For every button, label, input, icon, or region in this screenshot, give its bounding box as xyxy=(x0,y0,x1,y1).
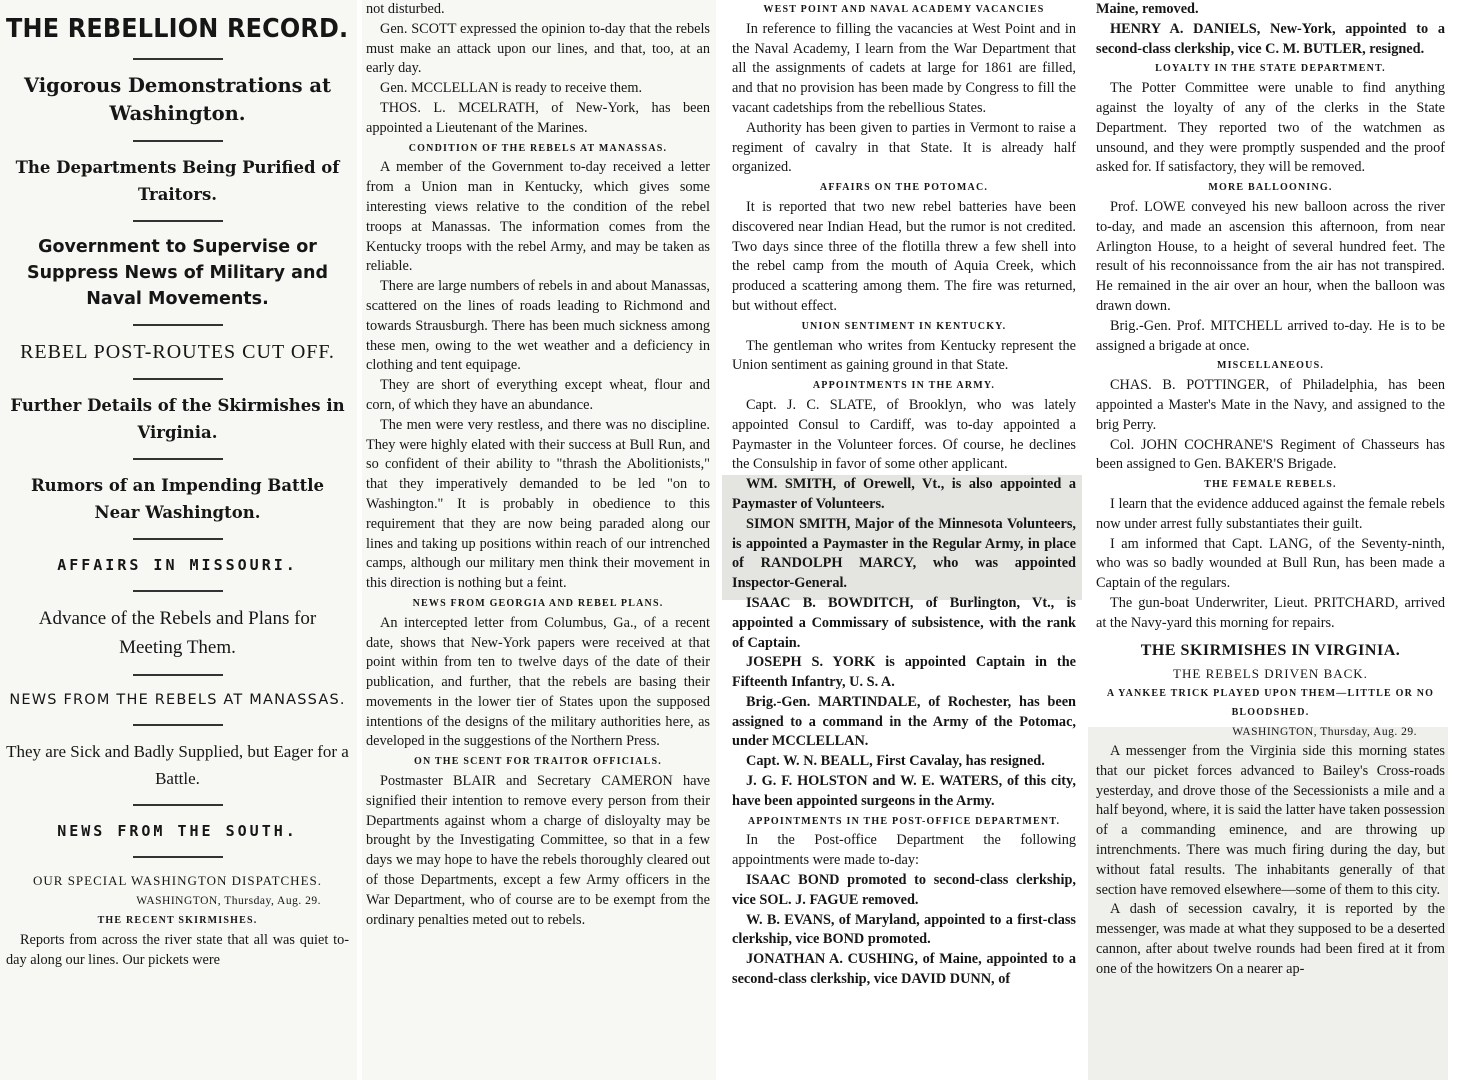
headline-1: Vigorous Demonstrations at Washington. xyxy=(23,74,332,125)
divider xyxy=(133,724,223,726)
paragraph: Capt. J. C. SLATE, of Brooklyn, who was lately appointed Consul to Cardiff, was to-day appointed a Paymaster in the Volunteer forces. Of course, he declines the Consulship in favor of some other applicant. xyxy=(732,396,1076,473)
paragraph: ISAAC B. BOWDITCH, of Burlington, Vt., is appointed a Commissary of subsistence, with the rank of Captain. xyxy=(732,594,1076,651)
paragraph: In the Post-office Department the following appointments were made to-day: xyxy=(732,832,1076,869)
divider xyxy=(133,324,223,326)
dateline: WASHINGTON, Thursday, Aug. 29. xyxy=(136,895,321,907)
paragraph: Brig.-Gen. MARTINDALE, of Rochester, has been assigned to a command in the Army of the Potomac, under MCCLELLAN. xyxy=(732,693,1076,750)
paragraph: In reference to filling the vacancies at West Point and in the Naval Academy, I learn from the War Department that all the assignments of cadets at large for 1861 are filled, and that no provision has been made by Congress to fill the vacant cadetships from the rebellious States. xyxy=(732,20,1076,116)
paragraph: Reports from across the river state that all was quiet to-day along our lines. Our pickets were xyxy=(6,931,349,968)
column-2 xyxy=(362,0,716,1080)
divider xyxy=(133,220,223,222)
subhead: APPOINTMENTS IN THE ARMY. xyxy=(812,380,996,392)
paragraph: A dash of secession cavalry, it is reported by the messenger, was made at what they supposed to be a deserted cannon, after about twelve rounds had been fired at it from one of the howitzers On a nearer ap- xyxy=(1096,901,1445,977)
subhead: WEST POINT AND NAVAL ACADEMY VACANCIES xyxy=(763,4,1045,15)
headline-12: OUR SPECIAL WASHINGTON DISPATCHES. xyxy=(33,873,322,888)
dateline: WASHINGTON, Thursday, Aug. 29. xyxy=(1232,726,1417,739)
headline-5: Further Details of the Skirmishes in Virginia. xyxy=(10,396,345,442)
column-3 xyxy=(722,0,1082,1080)
subhead: THE FEMALE REBELS. xyxy=(1204,479,1337,491)
paragraph: J. G. F. HOLSTON and W. E. WATERS, of this city, have been appointed surgeons in the Army. xyxy=(732,773,1076,809)
page-title: THE REBELLION RECORD. xyxy=(6,14,349,44)
divider xyxy=(133,378,223,380)
paragraph: SIMON SMITH, Major of the Minnesota Volunteers, is appointed a Paymaster in the Regular Army, in place of RANDOLPH MARCY, who was appointed Inspector-General. xyxy=(732,515,1076,592)
paragraph: Gen. SCOTT expressed the opinion to-day that the rebels must make an attack upon our lines, and that, too, at an early day. xyxy=(366,20,710,77)
paragraph: Gen. MCCLELLAN is ready to receive them. xyxy=(380,80,643,97)
column-headlines xyxy=(0,0,357,1080)
paragraph: Maine, removed. xyxy=(1096,1,1199,17)
divider xyxy=(133,804,223,806)
paragraph: Col. JOHN COCHRANE'S Regiment of Chasseurs has been assigned to Gen. BAKER'S Brigade. xyxy=(1096,436,1445,473)
paragraph: THOS. L. MCELRATH, of New-York, has been appointed a Lieutenant of the Marines. xyxy=(366,99,710,136)
section-headline: THE SKIRMISHES IN VIRGINIA. xyxy=(1140,641,1401,659)
subhead: THE RECENT SKIRMISHES. xyxy=(97,915,258,926)
paragraph: A member of the Government to-day received a letter from a Union man in Kentucky, which gives some interesting views relative to the condition of the rebel troops at Manassas. The information comes from the Kentucky troops with the rebel Army, and may be taken as reliable. xyxy=(366,159,710,275)
subhead: MISCELLANEOUS. xyxy=(1216,360,1325,372)
divider xyxy=(133,140,223,142)
subhead: AFFAIRS ON THE POTOMAC. xyxy=(819,182,989,194)
paragraph: I learn that the evidence adduced against the female rebels now under arrest fully substantiates their guilt. xyxy=(1096,495,1445,532)
column-4 xyxy=(1088,0,1463,1080)
headline-10: They are Sick and Badly Supplied, but Eager for a Battle. xyxy=(6,742,349,788)
paragraph: Postmaster BLAIR and Secretary CAMERON have signified their intention to remove every person from their Departments against whom a charge of disloyalty may be brought by the Investigating Committee, so that in a few days we may hope to have the rebels thoroughly cleared out of those Departments, except a few Army officers in the War Department, who of course are to be exempt from the ordinary penalties meted out to rebels. xyxy=(366,773,710,928)
subhead: ON THE SCENT FOR TRAITOR OFFICIALS. xyxy=(414,756,662,768)
headline-11: NEWS FROM THE SOUTH. xyxy=(57,822,298,840)
headline-2: The Departments Being Purified of Traitors. xyxy=(15,158,340,204)
paragraph: They are short of everything except wheat, flour and corn, of which they have an abundance. xyxy=(366,377,710,413)
paragraph: Prof. LOWE conveyed his new balloon across the river to-day, and made an ascension this afternoon, from near Arlington House, to a height of several hundred feet. The result of his reconnoissance from the air has not transpired. He remained in the air over an hour, when the balloon was drawn down. xyxy=(1096,198,1445,314)
paragraph: Brig.-Gen. Prof. MITCHELL arrived to-day. He is to be assigned a brigade at once. xyxy=(1096,317,1445,354)
subhead: MORE BALLOONING. xyxy=(1208,182,1333,194)
subhead: NEWS FROM GEORGIA AND REBEL PLANS. xyxy=(412,597,664,609)
paragraph: CHAS. B. POTTINGER, of Philadelphia, has been appointed a Master's Mate in the Navy, and assigned to the brig Perry. xyxy=(1096,377,1445,433)
divider xyxy=(133,538,223,540)
paragraph: WM. SMITH, of Orewell, Vt., is also appointed a Paymaster of Volunteers. xyxy=(732,476,1076,512)
paragraph: A messenger from the Virginia side this morning states that our picket forces advanced to Bailey's Cross-roads yesterday, and drove those of the Secessionists a mile and a half beyond, where, it is said the latter have taken possession of a commanding eminence, and are throwing up intrenchments. There was much firing during the day, but without fatal results. The inhabitants generally of that section have removed elsewhere—some of them to this city. xyxy=(1096,743,1445,898)
paragraph: There are large numbers of rebels in and about Manassas, scattered on the lines of roads leading to Richmond and towards Strausburgh. There has been much sickness among these men, owing to the wet weather and a deficiency in clothing and tent equipage. xyxy=(366,278,710,374)
paragraph: HENRY A. DANIELS, New-York, appointed to a second-class clerkship, vice C. M. BUTLER, resigned. xyxy=(1096,20,1445,57)
divider xyxy=(133,856,223,858)
paragraph: ISAAC BOND promoted to second-class clerkship, vice SOL. J. FAGUE removed. xyxy=(732,872,1076,908)
headline-7: AFFAIRS IN MISSOURI. xyxy=(57,556,298,574)
subhead: A YANKEE TRICK PLAYED UPON THEM—LITTLE OR NO BLOODSHED. xyxy=(1106,687,1435,719)
paragraph: Capt. W. N. BEALL, First Cavalay, has resigned. xyxy=(746,753,1045,770)
paragraph: The gun-boat Underwriter, Lieut. PRITCHARD, arrived at the Navy-yard this morning for repairs. xyxy=(1096,594,1445,631)
divider xyxy=(133,590,223,592)
divider xyxy=(133,58,223,60)
paragraph: I am informed that Capt. LANG, of the Seventy-ninth, who was so badly wounded at Bull Run, has been made a Captain of the regulars. xyxy=(1096,535,1445,592)
paragraph: W. B. EVANS, of Maryland, appointed to a first-class clerkship, vice BOND promoted. xyxy=(732,911,1076,948)
paragraph: An intercepted letter from Columbus, Ga., of a recent date, shows that New-York papers were received at that point within from ten to twelve days of the date of their publication, and further, that the rebels are basing their movements in the lower tier of States upon the supposed intentions of the designs of the military authorities here, as developed in the suggestions of the Northern Press. xyxy=(366,614,710,750)
section-subheadline: THE REBELS DRIVEN BACK. xyxy=(1173,665,1368,681)
paragraph: The gentleman who writes from Kentucky represent the Union sentiment as gaining ground in that State. xyxy=(732,337,1076,374)
subhead: UNION SENTIMENT IN KENTUCKY. xyxy=(801,320,1007,332)
headline-3: Government to Supervise or Suppress News of Military and Naval Movements. xyxy=(27,237,328,309)
headline-4: REBEL POST-ROUTES CUT OFF. xyxy=(20,341,335,363)
headline-6: Rumors of an Impending Battle Near Washington. xyxy=(30,476,325,522)
headline-9: NEWS FROM THE REBELS AT MANASSAS. xyxy=(9,692,346,708)
paragraph: The men were very restless, and there was no discipline. They were highly elated with their success at Bull Run, and so confident of their ability to "thrash the Abolitionists," that they imperatively demanded to be led "on to Washington." It is probably in obedience to this requirement that they are now being paraded along our lines and taking up positions within reach of our intrenched camps, although our military men think their movement in this direction is nothing but a feint. xyxy=(366,416,710,592)
paragraph: It is reported that two new rebel batteries have been discovered near Indian Head, but the rumor is not credited. Two days since three of the flotilla threw a few shell into the rebel camp from the mouth of Aquia Creek, which produced a scattering among them. The fire was returned, but without effect. xyxy=(732,198,1076,314)
divider xyxy=(133,674,223,676)
subhead: APPOINTMENTS IN THE POST-OFFICE DEPARTMENT. xyxy=(747,815,1061,827)
paragraph: not disturbed. xyxy=(366,1,445,17)
headline-8: Advance of the Rebels and Plans for Meeting Them. xyxy=(38,608,317,658)
paragraph: Authority has been given to parties in Vermont to raise a regiment of cavalry in that State. It is already half organized. xyxy=(732,119,1076,176)
paragraph: JONATHAN A. CUSHING, of Maine, appointed to a second-class clerkship, vice DAVID DUNN, of xyxy=(732,951,1076,988)
divider xyxy=(133,458,223,460)
paragraph: The Potter Committee were unable to find anything against the loyalty of any of the clerks in the State Department. They reported two of the watchmen as unsound, and they were promptly suspended and the proof asked for. If satisfactory, they will be removed. xyxy=(1096,80,1445,176)
subhead: CONDITION OF THE REBELS AT MANASSAS. xyxy=(408,142,668,154)
paragraph: JOSEPH S. YORK is appointed Captain in the Fifteenth Infantry, U. S. A. xyxy=(732,654,1076,691)
subhead: LOYALTY IN THE STATE DEPARTMENT. xyxy=(1155,63,1386,75)
